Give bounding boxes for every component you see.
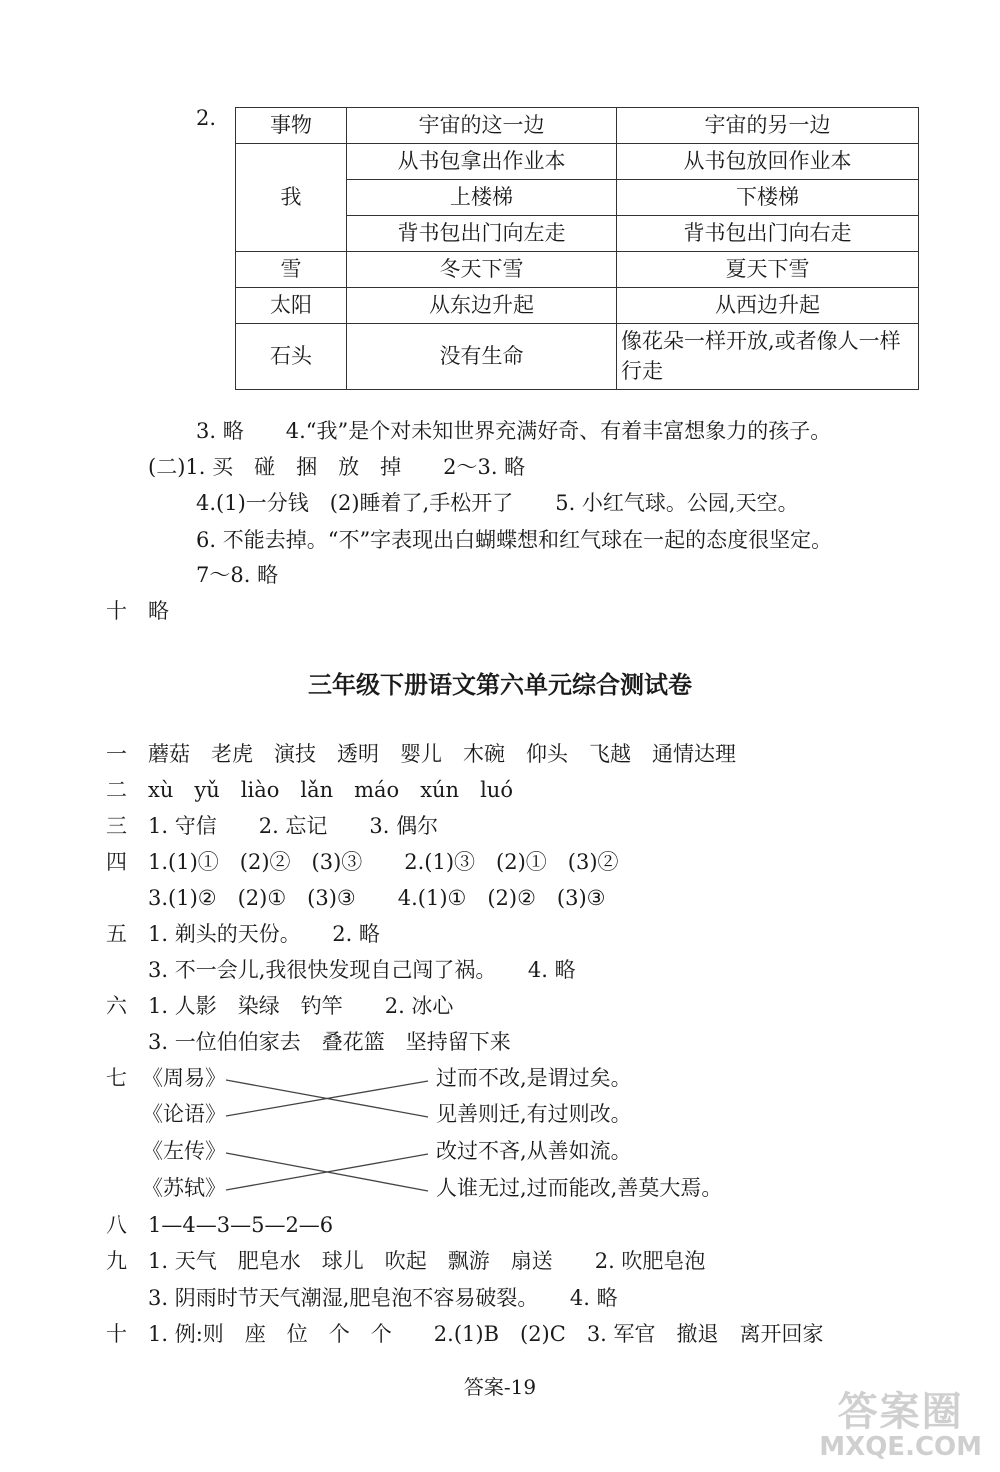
answer-line: 十 1. 例:则 座 位 个 个 2.(1)B (2)C 3. 军官 撤退 离开回家	[106, 1322, 824, 1346]
answer-line: 3. 略 4.“我”是个对未知世界充满好奇、有着丰富想象力的孩子。	[196, 419, 832, 443]
table-cell: 从西边升起	[617, 288, 919, 324]
answer-line: 3.(1)② (2)① (3)③ 4.(1)① (2)② (3)③	[148, 886, 606, 910]
match-line	[226, 1081, 428, 1116]
answer-line: 二 xù yǔ liào lǎn máo xún luó	[106, 778, 513, 802]
table-cell: 上楼梯	[347, 180, 617, 216]
watermark-text-top: 答案圈	[837, 1389, 964, 1435]
match-left-item: 《论语》	[142, 1102, 226, 1126]
answer-line: 3. 一位伯伯家去 叠花篮 坚持留下来	[148, 1030, 511, 1054]
match-left-item: 《周易》	[142, 1066, 226, 1090]
match-left-item: 《左传》	[142, 1139, 226, 1163]
watermark-text-bottom: MXQE.COM	[819, 1432, 982, 1462]
table-cell: 没有生命	[347, 324, 617, 390]
table-header-cell: 宇宙的另一边	[617, 108, 919, 144]
answer-line: 十 略	[106, 599, 169, 623]
table-subject-cell: 石头	[236, 324, 347, 390]
question-2-label: 2.	[196, 106, 217, 130]
table-cell: 像花朵一样开放,或者像人一样行走	[617, 324, 919, 390]
table-cell: 从书包拿出作业本	[347, 144, 617, 180]
match-line	[226, 1154, 428, 1190]
answer-line: 3. 阴雨时节天气潮湿,肥皂泡不容易破裂。 4. 略	[148, 1286, 618, 1310]
answer-line: 4.(1)一分钱 (2)睡着了,手松开了 5. 小红气球。公园,天空。	[196, 491, 799, 515]
table-cell: 夏天下雪	[617, 252, 919, 288]
table-subject-cell: 雪	[236, 252, 347, 288]
answer-line: 三 1. 守信 2. 忘记 3. 偶尔	[106, 814, 439, 838]
question-7-label: 七	[106, 1066, 127, 1090]
answer-line: (二)1. 买 碰 捆 放 掉 2～3. 略	[148, 455, 526, 479]
match-right-item: 见善则迁,有过则改。	[436, 1102, 632, 1126]
section-title: 三年级下册语文第六单元综合测试卷	[308, 671, 692, 699]
answer-line: 一 蘑菇 老虎 演技 透明 婴儿 木碗 仰头 飞越 通情达理	[106, 742, 736, 766]
table-subject-cell: 我	[236, 144, 347, 252]
table-header-cell: 宇宙的这一边	[347, 108, 617, 144]
answer-line: 九 1. 天气 肥皂水 球儿 吹起 飘游 扇送 2. 吹肥皂泡	[106, 1249, 706, 1273]
match-right-item: 过而不改,是谓过矣。	[436, 1066, 632, 1090]
answer-line: 六 1. 人影 染绿 钓竿 2. 冰心	[106, 994, 454, 1018]
answer-line: 四 1.(1)① (2)② (3)③ 2.(1)③ (2)① (3)②	[106, 850, 619, 874]
table-cell: 冬天下雪	[347, 252, 617, 288]
answer-line: 八 1—4—3—5—2—6	[106, 1213, 334, 1237]
match-left-item: 《苏轼》	[142, 1176, 226, 1200]
table-cell: 从东边升起	[347, 288, 617, 324]
match-right-item: 人谁无过,过而能改,善莫大焉。	[436, 1176, 723, 1200]
table-cell: 背书包出门向右走	[617, 216, 919, 252]
table-subject-cell: 太阳	[236, 288, 347, 324]
match-right-item: 改过不吝,从善如流。	[436, 1139, 632, 1163]
answer-line: 6. 不能去掉。“不”字表现出白蝴蝶想和红气球在一起的态度很坚定。	[196, 528, 833, 552]
watermark-logo	[819, 1390, 982, 1460]
table-cell: 下楼梯	[617, 180, 919, 216]
table-cell: 从书包放回作业本	[617, 144, 919, 180]
page-number: 答案-19	[463, 1375, 537, 1399]
table-cell: 背书包出门向左走	[347, 216, 617, 252]
answer-line: 五 1. 剃头的天份。 2. 略	[106, 922, 380, 946]
table-header-cell: 事物	[236, 108, 347, 144]
answer-line: 3. 不一会儿,我很快发现自己闯了祸。 4. 略	[148, 958, 576, 982]
answer-line: 7～8. 略	[196, 563, 279, 587]
